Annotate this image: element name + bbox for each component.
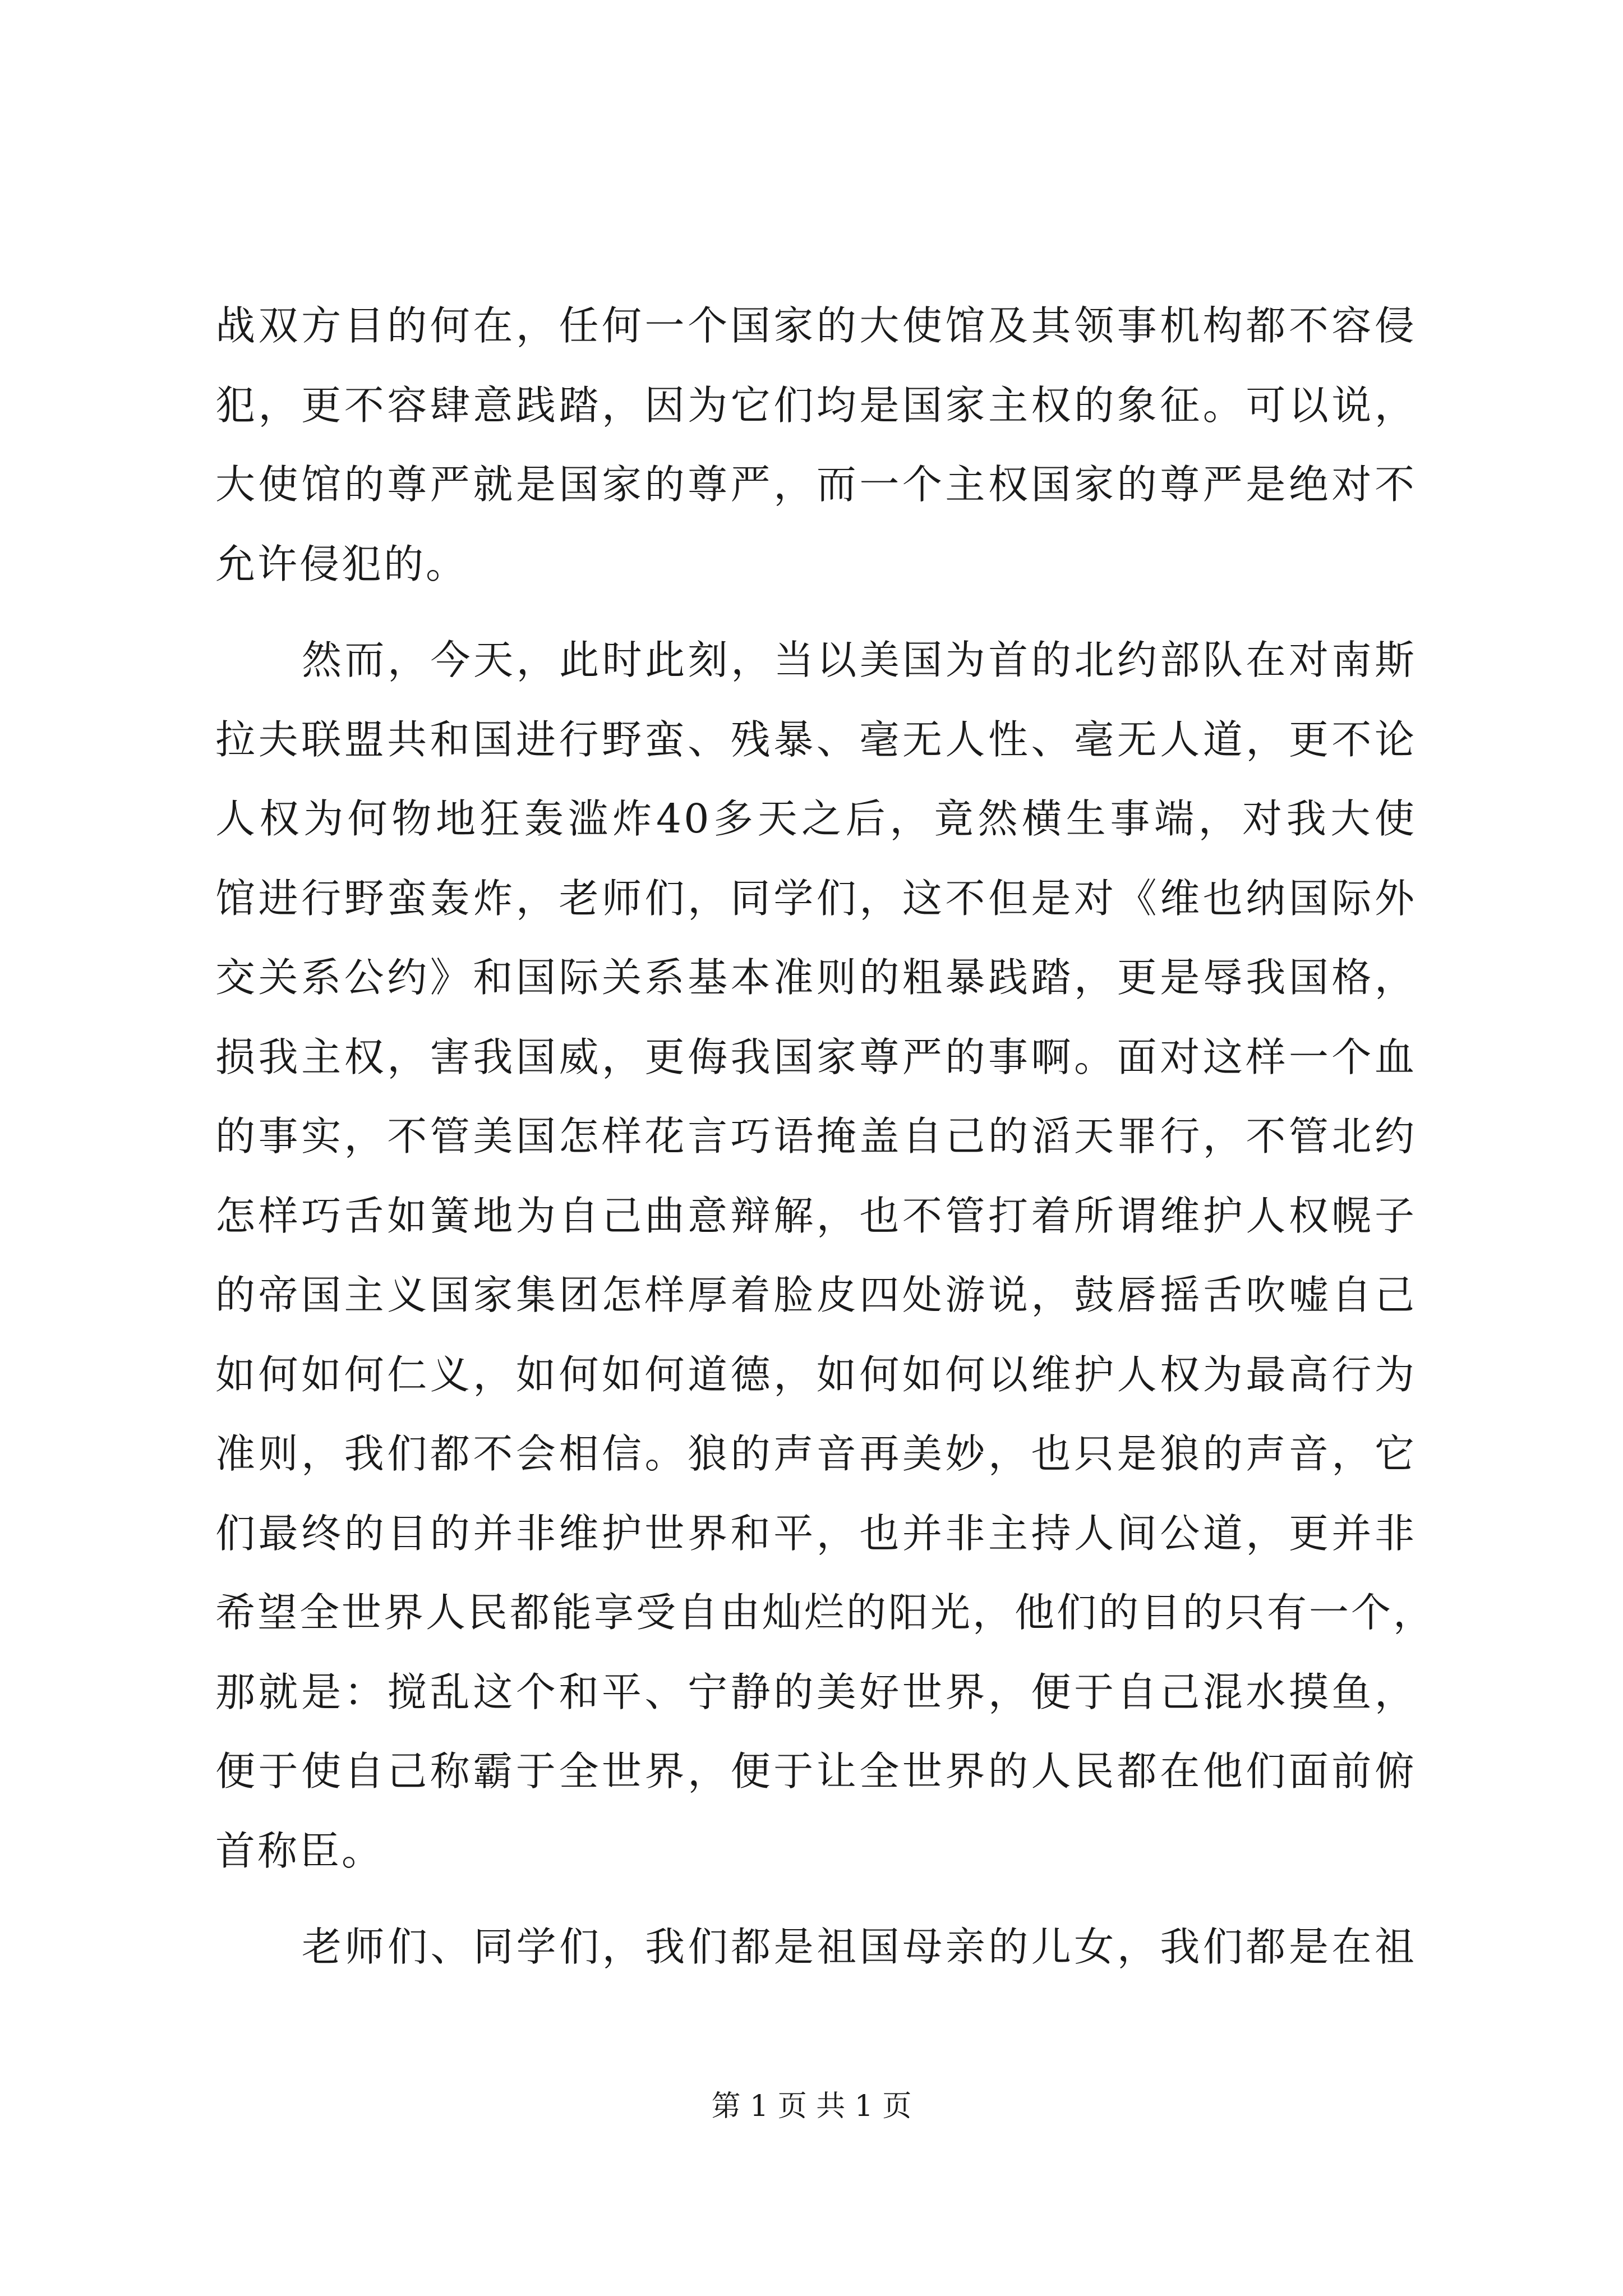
text-line: 拉夫联盟共和国进行野蛮、残暴、毫无人性、毫无人道，更不论: [215, 716, 1417, 763]
text-line: 希望全世界人民都能享受自由灿烂的阳光，他们的目的只有一个，: [215, 1589, 1436, 1636]
page-footer: [0, 2082, 1623, 2124]
text-line: 战双方目的何在，任何一个国家的大使馆及其领事机构都不容侵: [215, 302, 1417, 349]
text-line: 大使馆的尊严就是国家的尊严，而一个主权国家的尊严是绝对不: [215, 461, 1417, 508]
text-line: 的事实，不管美国怎样花言巧语掩盖自己的滔天罪行，不管北约: [215, 1113, 1417, 1159]
text-line: 准则，我们都不会相信。狼的声音再美妙，也只是狼的声音，它: [215, 1430, 1417, 1477]
text-line: 那就是：搅乱这个和平、宁静的美好世界，便于自己混水摸鱼，: [215, 1668, 1417, 1715]
text-line: 便于使自己称霸于全世界，便于让全世界的人民都在他们面前俯: [215, 1748, 1417, 1795]
text-line: 的帝国主义国家集团怎样厚着脸皮四处游说，鼓唇摇舌吹嘘自己: [215, 1272, 1417, 1318]
paragraph-gap: [215, 1890, 1417, 1907]
text-line: 如何如何仁义，如何如何道德，如何如何以维护人权为最高行为: [215, 1351, 1417, 1398]
text-line: 犯，更不容肆意践踏，因为它们均是国家主权的象征。可以说，: [215, 381, 1417, 429]
text-line: 们最终的目的并非维护世界和平，也并非主持人间公道，更并非: [215, 1510, 1417, 1557]
text-line: 交关系公约》和国际关系基本准则的粗暴践踏，更是辱我国格，: [215, 954, 1417, 1001]
paragraph-gap: [215, 604, 1417, 620]
text-line: 馆进行野蛮轰炸，老师们，同学们，这不但是对《维也纳国际外: [215, 875, 1417, 922]
text-line: 损我主权，害我国威，更侮我国家尊严的事啊。面对这样一个血: [215, 1033, 1417, 1080]
page-number-label: 第 1 页 共 1 页: [711, 2090, 912, 2123]
text-line: 然而，今天，此时此刻，当以美国为首的北约部队在对南斯: [302, 637, 1417, 683]
text-line: 人权为何物地狂轰滥炸40多天之后，竟然横生事端，对我大使: [215, 795, 1417, 842]
text-line: 首称臣。: [215, 1827, 384, 1874]
text-line: 老师们、同学们，我们都是祖国母亲的儿女，我们都是在祖: [302, 1924, 1417, 1970]
body-text: [215, 286, 1436, 1987]
text-line: 允许侵犯的。: [215, 540, 468, 587]
text-line: 怎样巧舌如簧地为自己曲意辩解，也不管打着所谓维护人权幌子: [215, 1192, 1417, 1239]
